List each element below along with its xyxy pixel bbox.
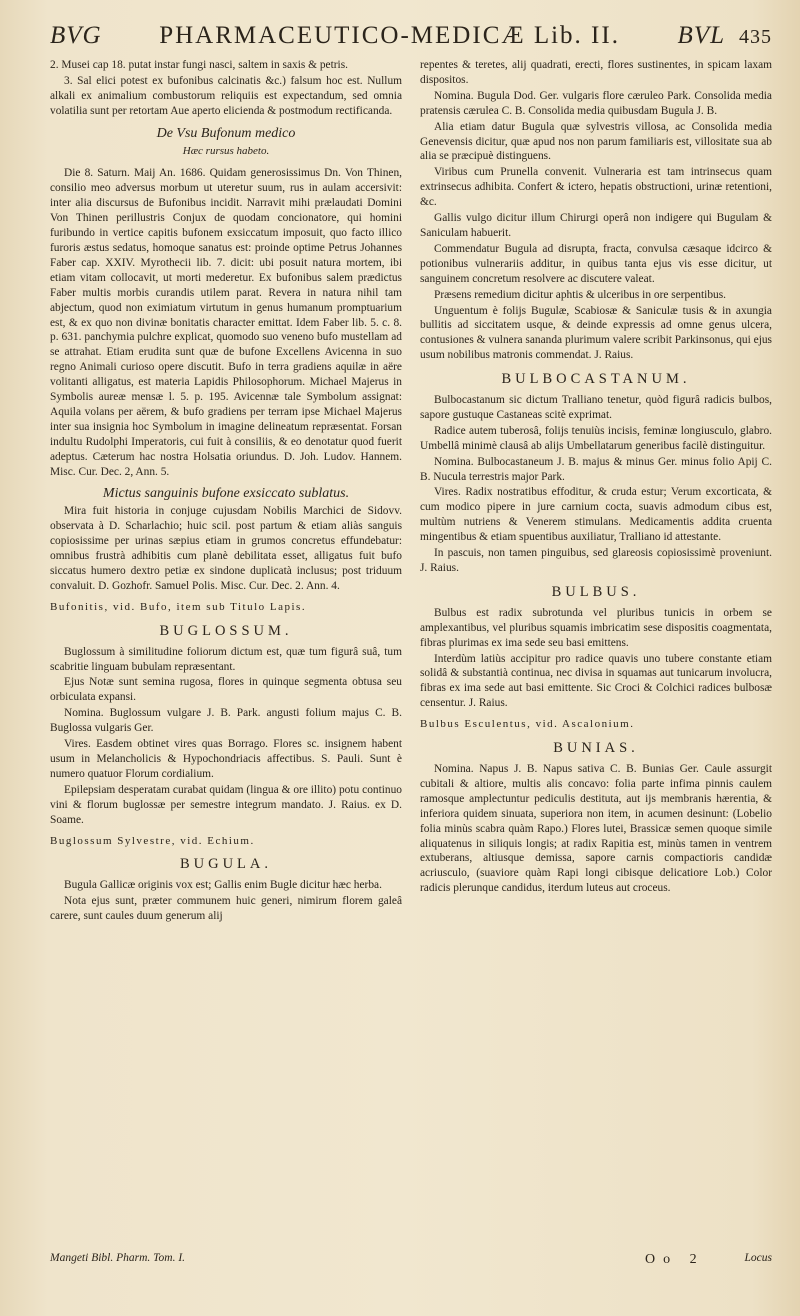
cross-reference: Bufonitis, vid. Bufo, item sub Titulo Lapis. <box>50 600 307 613</box>
paragraph: Unguentum è folijs Bugulæ, Scabiosæ & Saniculæ tusis & in axungia bullitis ad siccitatem usque, & deinde expressis ad omne genus ulcera, contusiones & vulnera sananda plurimum valere scribit Parkinsonus, qui ejus usum nobilibus matronis commendat. J. Raius. <box>420 304 772 362</box>
paragraph: In pascuis, non tamen pinguibus, sed glareosis copiosissimè proveniunt. J. Raius. <box>420 547 772 574</box>
paragraph: Alia etiam datur Bugula quæ sylvestris villosa, ac Consolida media Genevensis dicitur, quæ apud nos non parum familiaris est, villositate sua ab alia se præcipuè distinguens. <box>420 120 772 163</box>
subsection-title: De Vsu Bufonum medico <box>156 125 296 141</box>
paragraph: Vires. Radix nostratibus effoditur, & cruda estur; Verum excorticata, & cum modico pipere in jure carnium cocta, suavis admodum cibus est, multùm nutriens & Venerem stimulans. Medicamentis addita cruenta mingentibus & etiam spuentibus auxiliatur, Tralliano id attestante. <box>420 486 772 544</box>
section-title-buglossum: BUGLOSSUM. <box>159 622 293 639</box>
paragraph: Nomina. Buglossum vulgare J. B. Park. angusti folium majus C. B. Buglossa vulgaris Ger. <box>50 707 402 735</box>
paragraph: Nomina. Napus J. B. Napus sativa C. B. Bunias Ger. Caule assurgit cubitali & altiore, multis alis concavo: folia parte infima pinnis caulem ramosque amplectuntur pediculis destituta, aut ijs membranis hærentia, & inferiora quidem sinuata, superiora non item, in acumen desinunt: (Lobelio folia minùs scabra quàm Rapo.) Flores lutei, Brassicæ semen quoque simile aliquatenus in siliquis longis; at radix Rapitia est, minùs tamen in ventrem extuberans, altiusque demissa, sapore carnis compactioris candidæ acriusculo, (suaviore quàm Rapi longi cibisque delicatiore Lob.) Color radicis plerunque candidus, iterdum luteus aut croceus. <box>420 762 772 895</box>
right-column <box>420 58 772 1248</box>
running-header <box>50 22 772 52</box>
cross-reference: Buglossum Sylvestre, vid. Echium. <box>50 834 255 847</box>
paragraph: Viribus cum Prunella convenit. Vulneraria est tam intrinsecus quam extrinsecus adhibita. Confert & ictero, hepatis obstructioni, urinæ retentioni, &c. <box>420 166 772 209</box>
header-left-word: BVG <box>50 22 102 49</box>
header-title: PHARMACEUTICO-MEDICÆ Lib. II. <box>159 22 620 49</box>
page-footer <box>50 1252 772 1268</box>
section-title-bugula: BUGULA. <box>179 856 273 873</box>
footer-book-reference: Mangeti Bibl. Pharm. Tom. I. <box>50 1252 186 1264</box>
section-title-bulbus: BULBUS. <box>551 583 641 600</box>
header-right-word: BVL <box>677 22 725 49</box>
paragraph: Nota ejus sunt, præter communem huic generi, nimirum florem galeâ carere, sunt caules duum generum alij <box>50 895 402 923</box>
paragraph: Commendatur Bugula ad disrupta, fracta, convulsa cæsaque idcirco & potionibus vulnerariis additur, in quibus tanta ejus vis esse dicitur, ut sanguinem concretum resolvere ac discutere valeat. <box>420 242 772 285</box>
page-number: 435 <box>739 26 772 48</box>
paragraph: Interdùm latiùs accipitur pro radice quavis uno tubere constante etiam solidâ & substantià continua, nec divisa in squamas aut tunicarum involucra, fibras ex ima sede aut basi emittente. Sic Croci & Colchici radices bulbosæ censentur. J. Raius. <box>420 652 772 710</box>
paragraph: Radice autem tuberosâ, folijs tenuiùs incisis, feminæ longiusculo, glabro. Umbellâ minimè clausâ ab alijs Umbellatarum generibus facilè distinguitur. <box>420 424 772 452</box>
paragraph: Buglossum à similitudine foliorum dictum est, quæ tum figurâ suâ, tum scabritie linguam bubulam repræsentant. <box>50 645 402 673</box>
paragraph: Nomina. Bugula Dod. Ger. vulgaris flore cæruleo Park. Consolida media pratensis cærulea C. B. Consolida media quibusdam Bugula J. B. <box>420 89 772 117</box>
two-column-body <box>50 58 772 1248</box>
paragraph: Die 8. Saturn. Maij An. 1686. Quidam generosissimus Dn. Von Thinen, consilio meo adversus morbum ut uteretur suum, rus in aulam accersivit: inter alia discursus de Bufonibus incidit. Narravit mihi prælaudati Domini Von Thinen perillustris Conjux de quodam concionatore, qui homini furibundo in vertice capitis bufonem exsiccatum imposuit, quo facto illico furoris æstus sedatus, homoque sanatus est: proinde optime Petrus Johannes Faber cap. XXIV. Myrothecii lib. 7. dicit: ubi posuit natura mortem, ibi etiam vitam collocavit, ut morti mederetur. Ex bufonibus salem prædictus Faber multis morbis curandis utilem parat. Revera in natura nihil tam abjectum, quod non eximiatum virtutum in genus humanum promptuarium est, & ex quo non divinæ bonitatis character emittat. Idem Faber lib. 5. c. 8. p. 631. panchymia pulchre explicat, quomodo suo veneno bufo mustellam ad se attrahat. Etiam erudita sunt quæ de bufone Excellens Avicenna in suo regno Animali curioso opere discutit. Bufo in terra gradiens aquilæ in aëre volitanti alligatus, est materia Lapidis Philosophorum. Michael Majerus in Symbolis aureæ mensæ l. 5. p. 195. Avicennæ tale Symbolum assignat: Aquila volans per aërem, & bufo gradiens per terram ipse Michael Majerus inter sua insignia hoc Symbolum in imagine delineatum repræsentat. Forsan indultu Rudolphi Imperatoris, cui fuit à consiliis, & eo denotatur quod fuerit adeptus. Cæterum hac nostra Holsatia oriundus. D. Joh. Ludov. Hannem. Misc. Cur. Dec. 2, Ann. 5. <box>50 167 402 478</box>
section-title-bulbocastanum: BULBOCASTANUM. <box>501 371 691 388</box>
paragraph: Ejus Notæ sunt semina rugosa, flores in quinque segmenta obtusa seu orbiculata expansi. <box>50 676 402 704</box>
subsection-note: Hæc rursus habeto. <box>182 144 270 157</box>
paragraph: Præsens remedium dicitur aphtis & ulceribus in ore serpentibus. <box>434 288 726 301</box>
paragraph: Bugula Gallicæ originis vox est; Gallis enim Bugle dicitur hæc herba. <box>64 879 382 892</box>
cross-reference: Bulbus Esculentus, vid. Ascalonium. <box>420 718 635 731</box>
paragraph: 3. Sal elici potest ex bufonibus calcinatis &c.) falsum hoc est. Nullum alkali ex animalium combustorum reliquiis est expectandum, sed omnia volatilia sunt per retortam Aue aperto elicienda & postmodum rectificanda. <box>50 74 402 117</box>
section-title-bunias: BUNIAS. <box>553 740 639 757</box>
paragraph: Bulbus est radix subrotunda vel pluribus tunicis in orbem se amplexantibus, vel pluribus squamis imbricatim sese dispositis coagmentata, fibras plurimas ex ima sede seu basi emittens. <box>420 606 772 649</box>
paragraph: Gallis vulgo dicitur illum Chirurgi operâ non indigere qui Bugulam & Saniculam habuerit. <box>420 212 772 239</box>
paragraph: Epilepsiam desperatam curabat quidam (lingua & ore illito) potu continuo vini & florum buglossæ per semestre integrum mandato. J. Raius. ex D. Soame. <box>50 783 402 826</box>
paragraph: Nomina. Bulbocastaneum J. B. majus & minus Ger. minus folio Apij C. B. Nucula terrestris major Park. <box>420 455 772 483</box>
subsection-title: Mictus sanguinis bufone exsiccato sublatus. <box>102 486 350 502</box>
left-column <box>50 58 402 1248</box>
paragraph: Vires. Easdem obtinet vires quas Borrago. Flores sc. insignem habent usum in Melancholicis & Hypochondriacis affectibus. S. Pauli. Sunt è numero quatuor Florum cordialium. <box>50 738 402 780</box>
catchword: Locus <box>744 1252 772 1264</box>
signature-mark: Oo 2 <box>644 1252 705 1267</box>
paragraph: 2. Musei cap 18. putat instar fungi nasci, saltem in saxis & petris. <box>50 59 349 71</box>
paragraph: Mira fuit historia in conjuge cujusdam Nobilis Marchici de Sidovv. observata à D. Scharlachio; huic scil. post partum & etiam aliàs sanguis copiosissime per urinas sæpius etiam in grumos concretus effundebatur: omnibus frustrà adhibitis cum planè debilitata esset, alligatus fuit bufo siccatus humero dextro petiæ ex sindone duplicatà inclusus; post triduum convaluit. D. Gozhofr. Samuel Polis. Misc. Cur. Dec. 2. Ann. 4. <box>50 505 402 592</box>
paragraph: repentes & teretes, alij quadrati, erecti, flores sustinentes, in spicam laxam dispositos. <box>420 59 772 86</box>
paragraph: Bulbocastanum sic dictum Tralliano tenetur, quòd figurâ radicis bulbos, sapore gustuque Castaneas scitè exprimat. <box>420 394 772 421</box>
